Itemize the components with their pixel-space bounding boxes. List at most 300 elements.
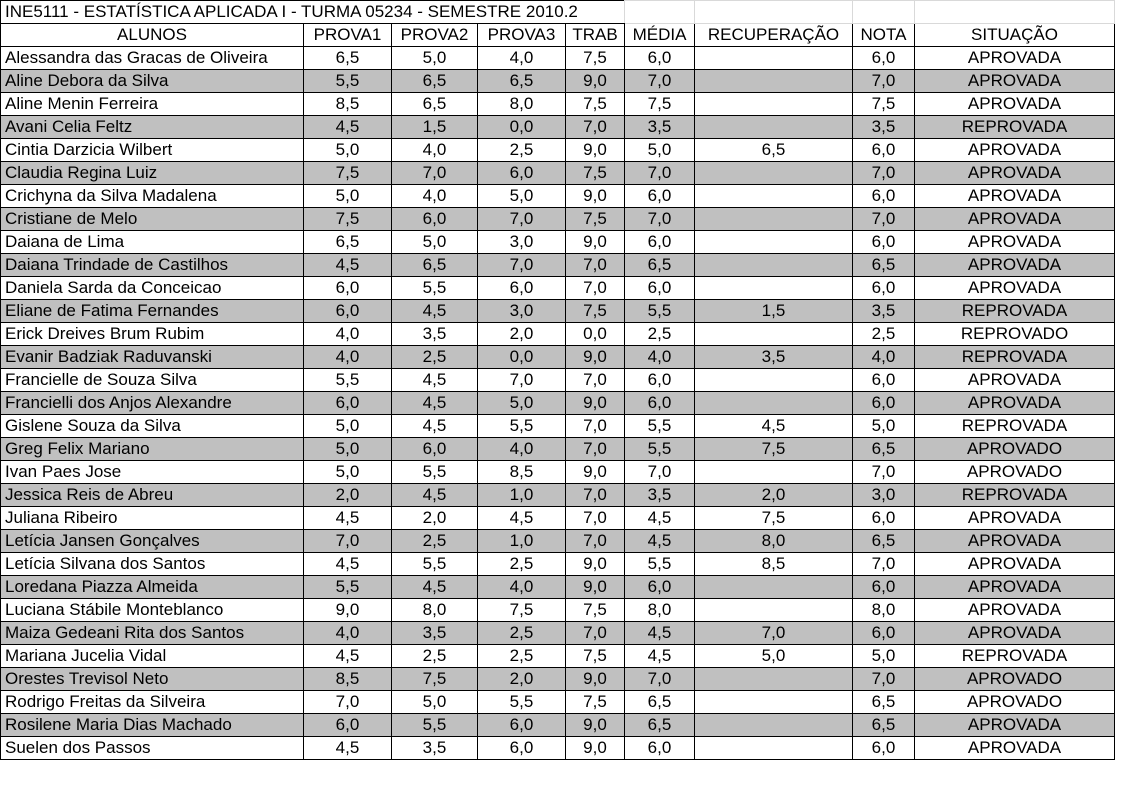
header-alunos[interactable]: ALUNOS <box>1 24 304 47</box>
prova1-cell[interactable]: 4,5 <box>304 553 392 576</box>
student-row <box>1 323 1115 346</box>
media-cell[interactable]: 5,5 <box>625 553 695 576</box>
nota-cell[interactable]: 3,0 <box>853 484 915 507</box>
header-prova3[interactable]: PROVA3 <box>478 24 566 47</box>
prova2-cell[interactable]: 4,0 <box>392 185 478 208</box>
prova1-cell[interactable]: 4,5 <box>304 737 392 760</box>
nota-cell[interactable]: 3,5 <box>853 116 915 139</box>
nota-cell[interactable]: 6,0 <box>853 139 915 162</box>
situacao-cell[interactable]: APROVADA <box>915 139 1115 162</box>
prova2-cell[interactable]: 2,5 <box>392 346 478 369</box>
trab-cell[interactable]: 7,5 <box>566 208 625 231</box>
trab-cell[interactable]: 7,0 <box>566 415 625 438</box>
situacao-cell[interactable]: APROVADA <box>915 231 1115 254</box>
nota-cell[interactable]: 7,0 <box>853 553 915 576</box>
prova1-cell[interactable]: 9,0 <box>304 599 392 622</box>
prova3-cell[interactable]: 8,0 <box>478 93 566 116</box>
situacao-cell[interactable]: REPROVADA <box>915 116 1115 139</box>
prova3-cell[interactable]: 2,5 <box>478 645 566 668</box>
recuperacao-cell[interactable] <box>695 369 853 392</box>
header-situacao[interactable]: SITUAÇÃO <box>915 24 1115 47</box>
prova3-cell[interactable]: 5,0 <box>478 392 566 415</box>
student-name-cell[interactable]: Letícia Silvana dos Santos <box>1 553 304 576</box>
situacao-cell[interactable]: APROVADA <box>915 737 1115 760</box>
situacao-cell[interactable]: REPROVADA <box>915 415 1115 438</box>
situacao-cell[interactable]: REPROVADA <box>915 300 1115 323</box>
recuperacao-cell[interactable] <box>695 737 853 760</box>
student-row <box>1 438 1115 461</box>
media-cell[interactable]: 5,5 <box>625 438 695 461</box>
nota-cell[interactable]: 7,0 <box>853 461 915 484</box>
student-name-cell[interactable]: Alessandra das Gracas de Oliveira <box>1 47 304 70</box>
nota-cell[interactable]: 4,0 <box>853 346 915 369</box>
prova3-cell[interactable]: 4,0 <box>478 47 566 70</box>
prova3-cell[interactable]: 2,5 <box>478 622 566 645</box>
prova1-cell[interactable]: 4,5 <box>304 116 392 139</box>
recuperacao-cell[interactable]: 8,0 <box>695 530 853 553</box>
prova1-cell[interactable]: 7,0 <box>304 530 392 553</box>
header-recuperacao[interactable]: RECUPERAÇÃO <box>695 24 853 47</box>
nota-cell[interactable]: 6,5 <box>853 530 915 553</box>
trab-cell[interactable]: 9,0 <box>566 70 625 93</box>
situacao-cell[interactable]: APROVADA <box>915 70 1115 93</box>
situacao-cell[interactable]: APROVADA <box>915 47 1115 70</box>
prova2-cell[interactable]: 5,5 <box>392 461 478 484</box>
prova2-cell[interactable]: 4,5 <box>392 369 478 392</box>
student-name-cell[interactable]: Jessica Reis de Abreu <box>1 484 304 507</box>
student-row <box>1 415 1115 438</box>
nota-cell[interactable]: 2,5 <box>853 323 915 346</box>
student-name-cell[interactable]: Claudia Regina Luiz <box>1 162 304 185</box>
student-name-cell[interactable]: Orestes Trevisol Neto <box>1 668 304 691</box>
student-name-cell[interactable]: Juliana Ribeiro <box>1 507 304 530</box>
media-cell[interactable]: 6,0 <box>625 369 695 392</box>
media-cell[interactable]: 6,0 <box>625 576 695 599</box>
prova3-cell[interactable]: 7,0 <box>478 208 566 231</box>
media-cell[interactable]: 3,5 <box>625 484 695 507</box>
prova1-cell[interactable]: 2,0 <box>304 484 392 507</box>
prova2-cell[interactable]: 5,0 <box>392 231 478 254</box>
situacao-cell[interactable]: APROVADA <box>915 254 1115 277</box>
prova3-cell[interactable]: 4,5 <box>478 507 566 530</box>
prova1-cell[interactable]: 4,5 <box>304 645 392 668</box>
situacao-cell[interactable]: APROVADA <box>915 507 1115 530</box>
student-name-cell[interactable]: Suelen dos Passos <box>1 737 304 760</box>
prova1-cell[interactable]: 7,5 <box>304 208 392 231</box>
prova2-cell[interactable]: 8,0 <box>392 599 478 622</box>
prova2-cell[interactable]: 4,5 <box>392 484 478 507</box>
student-name-cell[interactable]: Daniela Sarda da Conceicao <box>1 277 304 300</box>
student-name-cell[interactable]: Ivan Paes Jose <box>1 461 304 484</box>
prova1-cell[interactable]: 4,5 <box>304 507 392 530</box>
prova2-cell[interactable]: 3,5 <box>392 622 478 645</box>
student-name-cell[interactable]: Loredana Piazza Almeida <box>1 576 304 599</box>
prova1-cell[interactable]: 6,5 <box>304 231 392 254</box>
trab-cell[interactable]: 7,5 <box>566 645 625 668</box>
media-cell[interactable]: 2,5 <box>625 323 695 346</box>
prova2-cell[interactable]: 6,0 <box>392 208 478 231</box>
header-trab[interactable]: TRAB <box>566 24 625 47</box>
trab-cell[interactable]: 9,0 <box>566 346 625 369</box>
prova1-cell[interactable]: 5,5 <box>304 576 392 599</box>
media-cell[interactable]: 6,0 <box>625 185 695 208</box>
prova2-cell[interactable]: 3,5 <box>392 737 478 760</box>
situacao-cell[interactable]: APROVADO <box>915 691 1115 714</box>
recuperacao-cell[interactable] <box>695 185 853 208</box>
prova3-cell[interactable]: 7,0 <box>478 369 566 392</box>
prova1-cell[interactable]: 6,0 <box>304 714 392 737</box>
recuperacao-cell[interactable] <box>695 93 853 116</box>
student-name-cell[interactable]: Evanir Badziak Raduvanski <box>1 346 304 369</box>
prova2-cell[interactable]: 6,5 <box>392 70 478 93</box>
situacao-cell[interactable]: REPROVADA <box>915 346 1115 369</box>
prova2-cell[interactable]: 4,5 <box>392 392 478 415</box>
media-cell[interactable]: 6,0 <box>625 277 695 300</box>
prova3-cell[interactable]: 8,5 <box>478 461 566 484</box>
empty-cell[interactable] <box>915 1 1115 24</box>
empty-cell[interactable] <box>695 1 853 24</box>
media-cell[interactable]: 5,5 <box>625 300 695 323</box>
prova1-cell[interactable]: 5,0 <box>304 438 392 461</box>
prova3-cell[interactable]: 2,0 <box>478 323 566 346</box>
prova3-cell[interactable]: 6,0 <box>478 277 566 300</box>
prova3-cell[interactable]: 7,5 <box>478 599 566 622</box>
trab-cell[interactable]: 7,5 <box>566 47 625 70</box>
situacao-cell[interactable]: APROVADA <box>915 93 1115 116</box>
student-row <box>1 70 1115 93</box>
student-name-cell[interactable]: Luciana Stábile Monteblanco <box>1 599 304 622</box>
situacao-cell[interactable]: APROVADA <box>915 185 1115 208</box>
prova2-cell[interactable]: 4,5 <box>392 300 478 323</box>
empty-cell[interactable] <box>853 1 915 24</box>
media-cell[interactable]: 6,0 <box>625 392 695 415</box>
prova1-cell[interactable]: 5,0 <box>304 461 392 484</box>
prova3-cell[interactable]: 6,0 <box>478 737 566 760</box>
student-name-cell[interactable]: Francielli dos Anjos Alexandre <box>1 392 304 415</box>
prova2-cell[interactable]: 4,5 <box>392 415 478 438</box>
prova3-cell[interactable]: 3,0 <box>478 231 566 254</box>
prova1-cell[interactable]: 5,0 <box>304 185 392 208</box>
nota-cell[interactable]: 6,0 <box>853 576 915 599</box>
recuperacao-cell[interactable] <box>695 277 853 300</box>
prova1-cell[interactable]: 7,5 <box>304 162 392 185</box>
prova1-cell[interactable]: 8,5 <box>304 93 392 116</box>
media-cell[interactable]: 6,5 <box>625 714 695 737</box>
situacao-cell[interactable]: APROVADA <box>915 277 1115 300</box>
student-name-cell[interactable]: Eliane de Fatima Fernandes <box>1 300 304 323</box>
media-cell[interactable]: 4,5 <box>625 530 695 553</box>
student-name-cell[interactable]: Aline Debora da Silva <box>1 70 304 93</box>
recuperacao-cell[interactable] <box>695 714 853 737</box>
prova3-cell[interactable]: 5,0 <box>478 185 566 208</box>
situacao-cell[interactable]: REPROVADA <box>915 645 1115 668</box>
recuperacao-cell[interactable] <box>695 599 853 622</box>
recuperacao-cell[interactable] <box>695 116 853 139</box>
recuperacao-cell[interactable] <box>695 691 853 714</box>
prova1-cell[interactable]: 5,5 <box>304 70 392 93</box>
recuperacao-cell[interactable] <box>695 162 853 185</box>
trab-cell[interactable]: 7,0 <box>566 530 625 553</box>
trab-cell[interactable]: 7,0 <box>566 277 625 300</box>
trab-cell[interactable]: 7,5 <box>566 300 625 323</box>
situacao-cell[interactable]: APROVADA <box>915 208 1115 231</box>
prova2-cell[interactable]: 1,5 <box>392 116 478 139</box>
prova2-cell[interactable]: 2,0 <box>392 507 478 530</box>
recuperacao-cell[interactable]: 1,5 <box>695 300 853 323</box>
prova2-cell[interactable]: 6,0 <box>392 438 478 461</box>
prova2-cell[interactable]: 4,0 <box>392 139 478 162</box>
media-cell[interactable]: 3,5 <box>625 116 695 139</box>
student-name-cell[interactable]: Daiana Trindade de Castilhos <box>1 254 304 277</box>
trab-cell[interactable]: 9,0 <box>566 737 625 760</box>
media-cell[interactable]: 4,5 <box>625 645 695 668</box>
nota-cell[interactable]: 6,5 <box>853 438 915 461</box>
student-name-cell[interactable]: Crichyna da Silva Madalena <box>1 185 304 208</box>
recuperacao-cell[interactable] <box>695 254 853 277</box>
situacao-cell[interactable]: APROVADA <box>915 599 1115 622</box>
student-name-cell[interactable]: Cristiane de Melo <box>1 208 304 231</box>
media-cell[interactable]: 4,5 <box>625 507 695 530</box>
media-cell[interactable]: 4,0 <box>625 346 695 369</box>
situacao-cell[interactable]: APROVADA <box>915 162 1115 185</box>
nota-cell[interactable]: 7,0 <box>853 70 915 93</box>
trab-cell[interactable]: 0,0 <box>566 323 625 346</box>
student-name-cell[interactable]: Cintia Darzicia Wilbert <box>1 139 304 162</box>
nota-cell[interactable]: 6,0 <box>853 737 915 760</box>
prova3-cell[interactable]: 0,0 <box>478 346 566 369</box>
recuperacao-cell[interactable]: 7,5 <box>695 507 853 530</box>
prova2-cell[interactable]: 5,0 <box>392 691 478 714</box>
prova1-cell[interactable]: 4,0 <box>304 323 392 346</box>
recuperacao-cell[interactable]: 4,5 <box>695 415 853 438</box>
student-name-cell[interactable]: Mariana Jucelia Vidal <box>1 645 304 668</box>
prova2-cell[interactable]: 2,5 <box>392 530 478 553</box>
media-cell[interactable]: 7,0 <box>625 668 695 691</box>
trab-cell[interactable]: 7,0 <box>566 116 625 139</box>
trab-cell[interactable]: 9,0 <box>566 392 625 415</box>
media-cell[interactable]: 7,0 <box>625 162 695 185</box>
prova3-cell[interactable]: 0,0 <box>478 116 566 139</box>
header-media[interactable]: MÉDIA <box>625 24 695 47</box>
nota-cell[interactable]: 6,0 <box>853 369 915 392</box>
trab-cell[interactable]: 9,0 <box>566 185 625 208</box>
nota-cell[interactable]: 6,5 <box>853 254 915 277</box>
nota-cell[interactable]: 6,0 <box>853 47 915 70</box>
prova1-cell[interactable]: 4,0 <box>304 622 392 645</box>
media-cell[interactable]: 6,0 <box>625 47 695 70</box>
trab-cell[interactable]: 9,0 <box>566 714 625 737</box>
prova2-cell[interactable]: 6,5 <box>392 254 478 277</box>
nota-cell[interactable]: 6,0 <box>853 507 915 530</box>
trab-cell[interactable]: 7,5 <box>566 93 625 116</box>
situacao-cell[interactable]: APROVADO <box>915 461 1115 484</box>
trab-cell[interactable]: 7,5 <box>566 162 625 185</box>
recuperacao-cell[interactable]: 7,5 <box>695 438 853 461</box>
prova3-cell[interactable]: 6,5 <box>478 70 566 93</box>
student-name-cell[interactable]: Erick Dreives Brum Rubim <box>1 323 304 346</box>
prova2-cell[interactable]: 4,5 <box>392 576 478 599</box>
prova3-cell[interactable]: 2,5 <box>478 553 566 576</box>
trab-cell[interactable]: 7,0 <box>566 507 625 530</box>
prova3-cell[interactable]: 2,0 <box>478 668 566 691</box>
nota-cell[interactable]: 6,0 <box>853 277 915 300</box>
student-name-cell[interactable]: Greg Felix Mariano <box>1 438 304 461</box>
trab-cell[interactable]: 9,0 <box>566 461 625 484</box>
prova2-cell[interactable]: 3,5 <box>392 323 478 346</box>
media-cell[interactable]: 7,0 <box>625 208 695 231</box>
recuperacao-cell[interactable]: 2,0 <box>695 484 853 507</box>
header-prova2[interactable]: PROVA2 <box>392 24 478 47</box>
student-row <box>1 622 1115 645</box>
media-cell[interactable]: 6,0 <box>625 231 695 254</box>
student-name-cell[interactable]: Rosilene Maria Dias Machado <box>1 714 304 737</box>
student-name-cell[interactable]: Maiza Gedeani Rita dos Santos <box>1 622 304 645</box>
situacao-cell[interactable]: APROVADA <box>915 622 1115 645</box>
trab-cell[interactable]: 7,5 <box>566 691 625 714</box>
recuperacao-cell[interactable] <box>695 47 853 70</box>
nota-cell[interactable]: 5,0 <box>853 415 915 438</box>
situacao-cell[interactable]: REPROVADO <box>915 323 1115 346</box>
media-cell[interactable]: 8,0 <box>625 599 695 622</box>
nota-cell[interactable]: 7,0 <box>853 668 915 691</box>
media-cell[interactable]: 7,0 <box>625 461 695 484</box>
prova1-cell[interactable]: 5,0 <box>304 415 392 438</box>
nota-cell[interactable]: 6,0 <box>853 622 915 645</box>
nota-cell[interactable]: 6,0 <box>853 185 915 208</box>
trab-cell[interactable]: 7,0 <box>566 254 625 277</box>
nota-cell[interactable]: 7,5 <box>853 93 915 116</box>
header-nota[interactable]: NOTA <box>853 24 915 47</box>
media-cell[interactable]: 7,5 <box>625 93 695 116</box>
prova1-cell[interactable]: 4,5 <box>304 254 392 277</box>
student-name-cell[interactable]: Letícia Jansen Gonçalves <box>1 530 304 553</box>
student-name-cell[interactable]: Gislene Souza da Silva <box>1 415 304 438</box>
situacao-cell[interactable]: APROVADA <box>915 392 1115 415</box>
prova3-cell[interactable]: 4,0 <box>478 576 566 599</box>
prova3-cell[interactable]: 2,5 <box>478 139 566 162</box>
student-name-cell[interactable]: Francielle de Souza Silva <box>1 369 304 392</box>
student-name-cell[interactable]: Avani Celia Feltz <box>1 116 304 139</box>
situacao-cell[interactable]: REPROVADA <box>915 484 1115 507</box>
recuperacao-cell[interactable] <box>695 668 853 691</box>
student-row <box>1 300 1115 323</box>
recuperacao-cell[interactable]: 6,5 <box>695 139 853 162</box>
situacao-cell[interactable]: APROVADA <box>915 530 1115 553</box>
recuperacao-cell[interactable]: 5,0 <box>695 645 853 668</box>
trab-cell[interactable]: 7,0 <box>566 438 625 461</box>
prova3-cell[interactable]: 1,0 <box>478 530 566 553</box>
situacao-cell[interactable]: APROVADA <box>915 553 1115 576</box>
recuperacao-cell[interactable] <box>695 70 853 93</box>
trab-cell[interactable]: 7,0 <box>566 369 625 392</box>
prova2-cell[interactable]: 5,5 <box>392 714 478 737</box>
student-row <box>1 691 1115 714</box>
student-name-cell[interactable]: Daiana de Lima <box>1 231 304 254</box>
recuperacao-cell[interactable] <box>695 461 853 484</box>
header-prova1[interactable]: PROVA1 <box>304 24 392 47</box>
media-cell[interactable]: 6,5 <box>625 254 695 277</box>
prova1-cell[interactable]: 7,0 <box>304 691 392 714</box>
situacao-cell[interactable]: APROVADA <box>915 576 1115 599</box>
situacao-cell[interactable]: APROVADA <box>915 369 1115 392</box>
trab-cell[interactable]: 7,0 <box>566 484 625 507</box>
nota-cell[interactable]: 7,0 <box>853 162 915 185</box>
prova1-cell[interactable]: 5,0 <box>304 139 392 162</box>
media-cell[interactable]: 5,5 <box>625 415 695 438</box>
prova3-cell[interactable]: 4,0 <box>478 438 566 461</box>
situacao-cell[interactable]: APROVADO <box>915 668 1115 691</box>
prova2-cell[interactable]: 7,0 <box>392 162 478 185</box>
recuperacao-cell[interactable] <box>695 208 853 231</box>
student-name-cell[interactable]: Aline Menin Ferreira <box>1 93 304 116</box>
trab-cell[interactable]: 9,0 <box>566 553 625 576</box>
trab-cell[interactable]: 9,0 <box>566 231 625 254</box>
student-name-cell[interactable]: Rodrigo Freitas da Silveira <box>1 691 304 714</box>
recuperacao-cell[interactable]: 7,0 <box>695 622 853 645</box>
prova1-cell[interactable]: 6,0 <box>304 392 392 415</box>
media-cell[interactable]: 7,0 <box>625 70 695 93</box>
prova3-cell[interactable]: 3,0 <box>478 300 566 323</box>
media-cell[interactable]: 6,0 <box>625 737 695 760</box>
prova2-cell[interactable]: 5,5 <box>392 553 478 576</box>
prova3-cell[interactable]: 7,0 <box>478 254 566 277</box>
nota-cell[interactable]: 3,5 <box>853 300 915 323</box>
media-cell[interactable]: 6,5 <box>625 691 695 714</box>
sheet-title[interactable]: INE5111 - ESTATÍSTICA APLICADA I - TURMA 05234 - SEMESTRE 2010.2 <box>1 1 625 24</box>
prova1-cell[interactable]: 6,5 <box>304 47 392 70</box>
prova2-cell[interactable]: 5,5 <box>392 277 478 300</box>
media-cell[interactable]: 5,0 <box>625 139 695 162</box>
nota-cell[interactable]: 6,5 <box>853 714 915 737</box>
prova3-cell[interactable]: 5,5 <box>478 415 566 438</box>
recuperacao-cell[interactable]: 8,5 <box>695 553 853 576</box>
nota-cell[interactable]: 7,0 <box>853 208 915 231</box>
recuperacao-cell[interactable] <box>695 576 853 599</box>
situacao-cell[interactable]: APROVADA <box>915 714 1115 737</box>
situacao-cell[interactable]: APROVADO <box>915 438 1115 461</box>
prova3-cell[interactable]: 6,0 <box>478 162 566 185</box>
recuperacao-cell[interactable]: 3,5 <box>695 346 853 369</box>
prova1-cell[interactable]: 6,0 <box>304 300 392 323</box>
recuperacao-cell[interactable] <box>695 392 853 415</box>
trab-cell[interactable]: 9,0 <box>566 139 625 162</box>
empty-cell[interactable] <box>625 1 695 24</box>
prova1-cell[interactable]: 8,5 <box>304 668 392 691</box>
trab-cell[interactable]: 9,0 <box>566 668 625 691</box>
recuperacao-cell[interactable] <box>695 323 853 346</box>
media-cell[interactable]: 4,5 <box>625 622 695 645</box>
trab-cell[interactable]: 7,5 <box>566 599 625 622</box>
nota-cell[interactable]: 8,0 <box>853 599 915 622</box>
prova2-cell[interactable]: 5,0 <box>392 47 478 70</box>
prova3-cell[interactable]: 5,5 <box>478 691 566 714</box>
prova1-cell[interactable]: 4,0 <box>304 346 392 369</box>
nota-cell[interactable]: 6,5 <box>853 691 915 714</box>
nota-cell[interactable]: 5,0 <box>853 645 915 668</box>
prova2-cell[interactable]: 6,5 <box>392 93 478 116</box>
prova2-cell[interactable]: 7,5 <box>392 668 478 691</box>
nota-cell[interactable]: 6,0 <box>853 392 915 415</box>
prova3-cell[interactable]: 1,0 <box>478 484 566 507</box>
nota-cell[interactable]: 6,0 <box>853 231 915 254</box>
prova1-cell[interactable]: 5,5 <box>304 369 392 392</box>
prova1-cell[interactable]: 6,0 <box>304 277 392 300</box>
trab-cell[interactable]: 7,0 <box>566 622 625 645</box>
trab-cell[interactable]: 9,0 <box>566 576 625 599</box>
recuperacao-cell[interactable] <box>695 231 853 254</box>
prova3-cell[interactable]: 6,0 <box>478 714 566 737</box>
prova2-cell[interactable]: 2,5 <box>392 645 478 668</box>
